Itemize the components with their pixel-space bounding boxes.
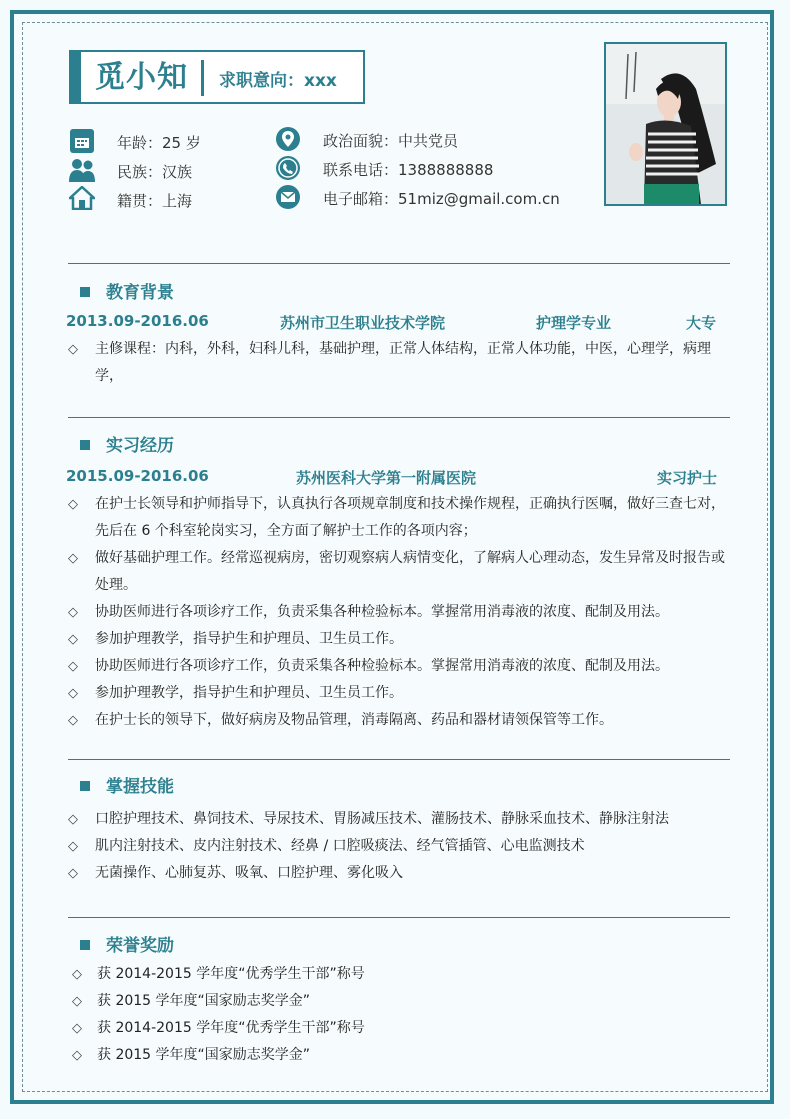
- person-name: 觅小知: [95, 60, 188, 95]
- bullet-icon: ◇: [72, 994, 82, 1009]
- hometown-text: 籍贯：上海: [117, 192, 193, 210]
- bullet-icon: ◇: [68, 686, 78, 701]
- bullet-icon: ◇: [68, 342, 78, 357]
- list-item: ◇ 主修课程：内科，外科，妇科儿科，基础护理，正常人体结构，正常人体功能，中医，心理学，病理学，: [66, 336, 730, 390]
- job-intent: 求职意向：xxx: [219, 71, 337, 91]
- location-icon: [275, 126, 301, 152]
- list-item: ◇ 协助医师进行各项诊疗工作，负责采集各种检验标本。掌握常用消毒液的浓度、配制及用法。: [66, 599, 730, 626]
- bullet-icon: ◇: [72, 967, 82, 982]
- education-period: 2013.09-2016.06: [66, 312, 209, 330]
- name-divider: [201, 60, 204, 96]
- section-square-icon: [80, 287, 90, 297]
- profile-photo: [604, 42, 727, 206]
- list-item: ◇ 参加护理教学，指导护生和护理员、卫生员工作。: [66, 626, 730, 653]
- section-title-awards: 荣誉奖励: [80, 931, 174, 956]
- list-item: ◇ 在护士长的领导下，做好病房及物品管理，消毒隔离、药品和器材请领保管等工作。: [66, 707, 730, 734]
- section-title-education: 教育背景: [80, 278, 174, 303]
- people-icon: [68, 157, 96, 183]
- internship-role: 实习护士: [657, 469, 718, 487]
- ethnicity-text: 民族：汉族: [117, 163, 193, 181]
- bullet-icon: ◇: [72, 1048, 82, 1063]
- mail-icon: [275, 184, 301, 210]
- list-item: ◇ 肌内注射技术、皮内注射技术、经鼻 / 口腔吸痰法、经气管插管、心电监测技术: [66, 833, 730, 860]
- age-text: 年龄：25 岁: [117, 134, 201, 152]
- education-degree: 大专: [686, 314, 717, 332]
- bullet-icon: ◇: [68, 497, 78, 512]
- bullet-icon: ◇: [68, 812, 78, 827]
- bullet-icon: ◇: [68, 605, 78, 620]
- calendar-icon: [70, 129, 94, 153]
- bullet-icon: ◇: [68, 839, 78, 854]
- list-item: ◇ 获 2014-2015 学年度“优秀学生干部”称号: [66, 961, 730, 988]
- phone-icon: [275, 155, 301, 181]
- section-square-icon: [80, 940, 90, 950]
- bullet-icon: ◇: [68, 632, 78, 647]
- list-item: ◇ 获 2015 学年度“国家励志奖学金”: [66, 1042, 730, 1069]
- political-text: 政治面貌：中共党员: [323, 132, 459, 150]
- section-title-skills: 掌握技能: [80, 772, 174, 797]
- divider-education: [68, 263, 730, 264]
- list-item: ◇ 无菌操作、心肺复苏、吸氧、口腔护理、雾化吸入: [66, 860, 730, 887]
- list-item: ◇ 协助医师进行各项诊疗工作，负责采集各种检验标本。掌握常用消毒液的浓度、配制及用法。: [66, 653, 730, 680]
- list-item: ◇ 获 2014-2015 学年度“优秀学生干部”称号: [66, 1015, 730, 1042]
- email-text: 电子邮箱：51miz@gmail.com.cn: [323, 190, 560, 208]
- phone-text: 联系电话：1388888888: [323, 161, 494, 179]
- name-accent-bar: [71, 52, 81, 102]
- skills-list: [66, 806, 730, 887]
- list-item: ◇ 获 2015 学年度“国家励志奖学金”: [66, 988, 730, 1015]
- bullet-icon: ◇: [72, 1021, 82, 1036]
- name-box: [69, 50, 365, 104]
- list-item: ◇ 口腔护理技术、鼻饲技术、导尿技术、胃肠减压技术、灌肠技术、静脉采血技术、静脉注射法: [66, 806, 730, 833]
- divider-skills: [68, 759, 730, 760]
- internship-org: 苏州医科大学第一附属医院: [296, 469, 477, 487]
- education-list: [66, 336, 730, 390]
- list-item: ◇ 做好基础护理工作。经常巡视病房，密切观察病人病情变化，了解病人心理动态，发生异常及时报告或处理。: [66, 545, 730, 599]
- internship-period: 2015.09-2016.06: [66, 467, 209, 485]
- list-item: ◇ 在护士长领导和护师指导下，认真执行各项规章制度和技术操作规程，正确执行医嘱，做好三查七对，先后在 6 个科室轮岗实习，全方面了解护士工作的各项内容；: [66, 491, 730, 545]
- bullet-icon: ◇: [68, 866, 78, 881]
- section-square-icon: [80, 440, 90, 450]
- bullet-icon: ◇: [68, 551, 78, 566]
- home-icon: [69, 186, 95, 210]
- bullet-icon: ◇: [68, 713, 78, 728]
- list-item: ◇ 参加护理教学，指导护生和护理员、卫生员工作。: [66, 680, 730, 707]
- education-school: 苏州市卫生职业技术学院: [280, 314, 446, 332]
- divider-internship: [68, 417, 730, 418]
- bullet-icon: ◇: [68, 659, 78, 674]
- divider-awards: [68, 917, 730, 918]
- internship-list: [66, 491, 730, 734]
- awards-list: [66, 961, 730, 1069]
- section-title-internship: 实习经历: [80, 431, 174, 456]
- education-major: 护理学专业: [536, 314, 612, 332]
- section-square-icon: [80, 781, 90, 791]
